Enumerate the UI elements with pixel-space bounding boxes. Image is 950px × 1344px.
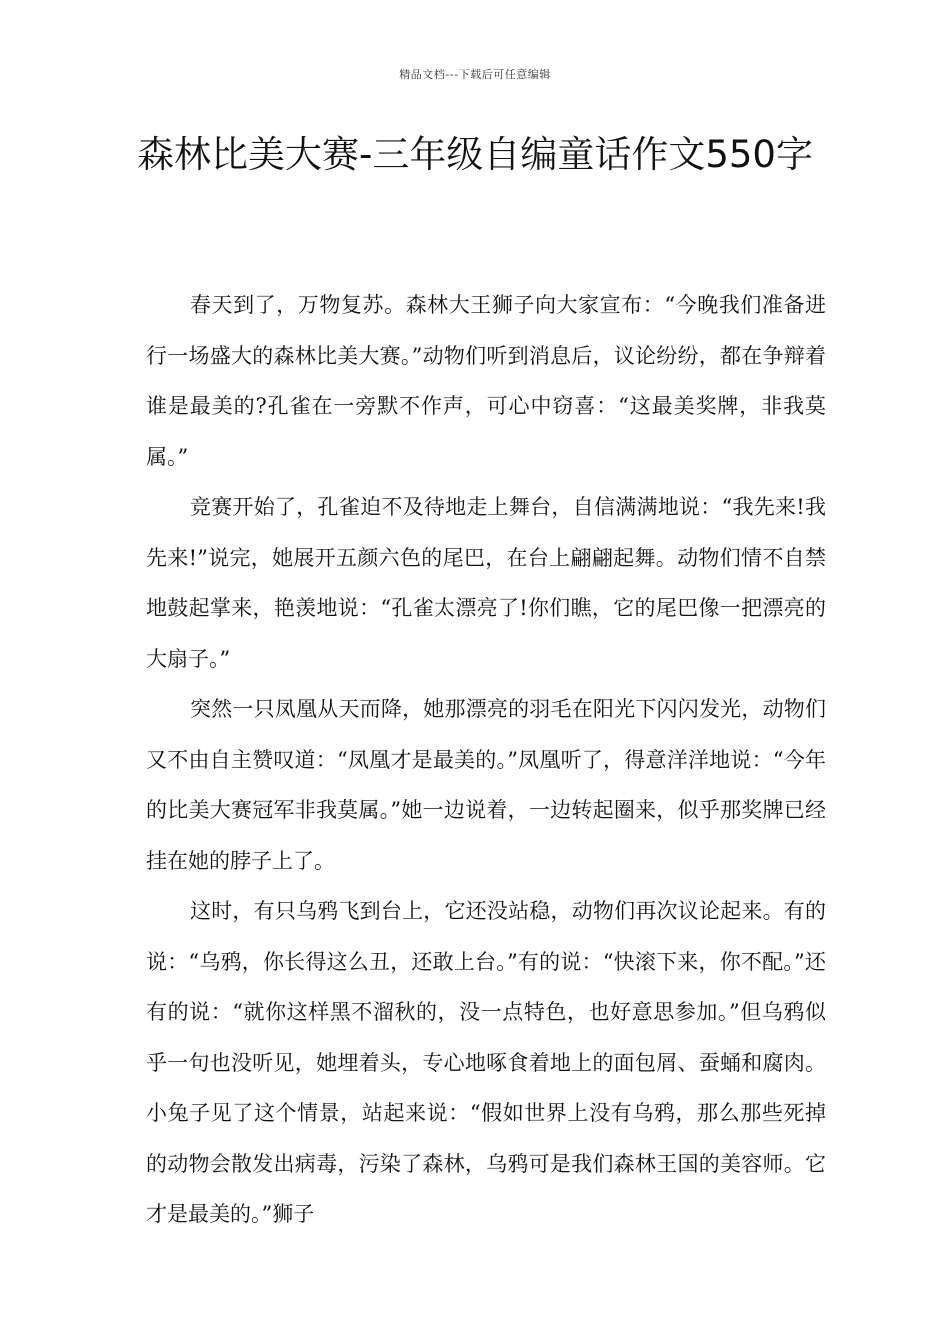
header-note: 精品文档---下载后可任意编辑 [399, 68, 551, 81]
document-title: 森林比美大赛-三年级自编童话作文550字 [137, 133, 813, 176]
document-body [146, 280, 826, 1240]
paragraph: 春天到了，万物复苏。森林大王狮子向大家宣布：“今晚我们准备进行一场盛大的森林比美大赛。”动物们听到消息后，议论纷纷，都在争辩着谁是最美的?孔雀在一旁默不作声，可心中窃喜：“这最美奖牌，非我莫属。” [146, 293, 826, 469]
paragraph: 突然一只凤凰从天而降，她那漂亮的羽毛在阳光下闪闪发光，动物们又不由自主赞叹道：“凤凰才是最美的。”凤凰听了，得意洋洋地说：“今年的比美大赛冠军非我莫属。”她一边说着，一边转起圈来，似乎那奖牌已经挂在她的脖子上了。 [146, 697, 826, 873]
paragraph: 这时，有只乌鸦飞到台上，它还没站稳，动物们再次议论起来。有的说：“乌鸦，你长得这么丑，还敢上台。”有的说：“快滚下来，你不配。”还有的说：“就你这样黑不溜秋的，没一点特色，也好意思参加。”但乌鸦似乎一句也没听见，她埋着头，专心地啄食着地上的面包屑、蚕蛹和腐肉。小兔子见了这个情景，站起来说：“假如世界上没有乌鸦，那么那些死掉的动物会散发出病毒，污染了森林，乌鸦可是我们森林王国的美容师。它才是最美的。”狮子 [146, 899, 826, 1226]
paragraph: 竞赛开始了，孔雀迫不及待地走上舞台，自信满满地说：“我先来!我先来!”说完，她展开五颜六色的尾巴，在台上翩翩起舞。动物们情不自禁地鼓起掌来，艳羡地说：“孔雀太漂亮了!你们瞧，它的尾巴像一把漂亮的大扇子。” [146, 495, 826, 671]
